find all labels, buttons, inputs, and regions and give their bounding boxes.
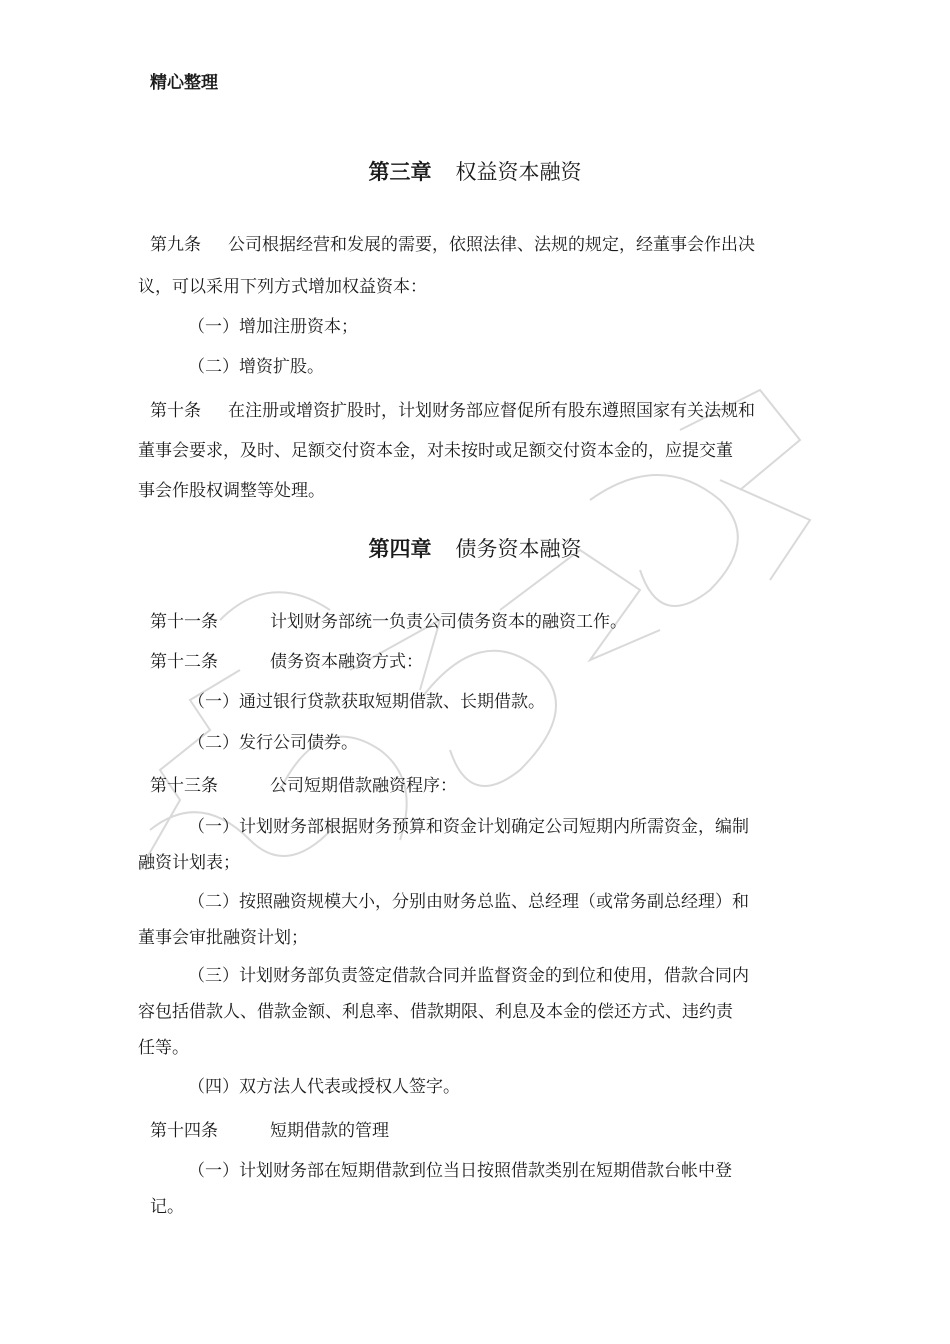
chapter-4-heading [0,535,950,563]
article-10-text: 在注册或增资扩股时，计划财务部应督促所有股东遵照国家有关法规和 [228,401,755,421]
chapter-number: 第四章 [368,537,432,561]
list-item: （二）按照融资规模大小，分别由财务总监、总经理（或常务副总经理）和 [188,892,749,912]
header-mark: 精心整理 [150,73,218,93]
list-item: （一）计划财务部在短期借款到位当日按照借款类别在短期借款台帐中登 [188,1161,732,1181]
list-item: （二）发行公司债券。 [188,733,358,753]
article-13-text: 公司短期借款融资程序： [270,776,457,796]
chapter-number: 第三章 [368,160,432,184]
article-10-label: 第十条 [150,401,201,421]
article-10-text-cont: 董事会要求，及时、足额交付资本金，对未按时或足额交付资本金的，应提交董 [138,441,733,461]
list-item-cont: 记。 [150,1197,184,1217]
list-item: （一）通过银行贷款获取短期借款、长期借款。 [188,692,545,712]
article-14-label: 第十四条 [150,1121,218,1141]
list-item: （二）增资扩股。 [188,357,324,377]
list-item-cont: 容包括借款人、借款金额、利息率、借款期限、利息及本金的偿还方式、违约责 [138,1002,733,1022]
article-14-text: 短期借款的管理 [270,1121,389,1141]
article-10-text-cont: 事会作股权调整等处理。 [138,481,325,501]
list-item-cont: 任等。 [138,1038,189,1058]
article-9-text: 公司根据经营和发展的需要，依照法律、法规的规定，经董事会作出决 [228,235,755,255]
article-9-label: 第九条 [150,235,201,255]
chapter-title: 权益资本融资 [455,160,582,184]
article-9-text-cont: 议，可以采用下列方式增加权益资本： [138,277,427,297]
chapter-3-heading [0,158,950,186]
list-item: （一）计划财务部根据财务预算和资金计划确定公司短期内所需资金，编制 [188,817,749,837]
chapter-title: 债务资本融资 [455,537,582,561]
article-11-text: 计划财务部统一负责公司债务资本的融资工作。 [270,612,627,632]
article-13-label: 第十三条 [150,776,218,796]
list-item-cont: 董事会审批融资计划； [138,928,308,948]
list-item: （四）双方法人代表或授权人签字。 [188,1077,460,1097]
list-item: （三）计划财务部负责签定借款合同并监督资金的到位和使用，借款合同内 [188,966,749,986]
article-11-label: 第十一条 [150,612,218,632]
article-12-label: 第十二条 [150,652,218,672]
list-item-cont: 融资计划表； [138,853,240,873]
list-item: （一）增加注册资本； [188,317,358,337]
article-12-text: 债务资本融资方式： [270,652,423,672]
